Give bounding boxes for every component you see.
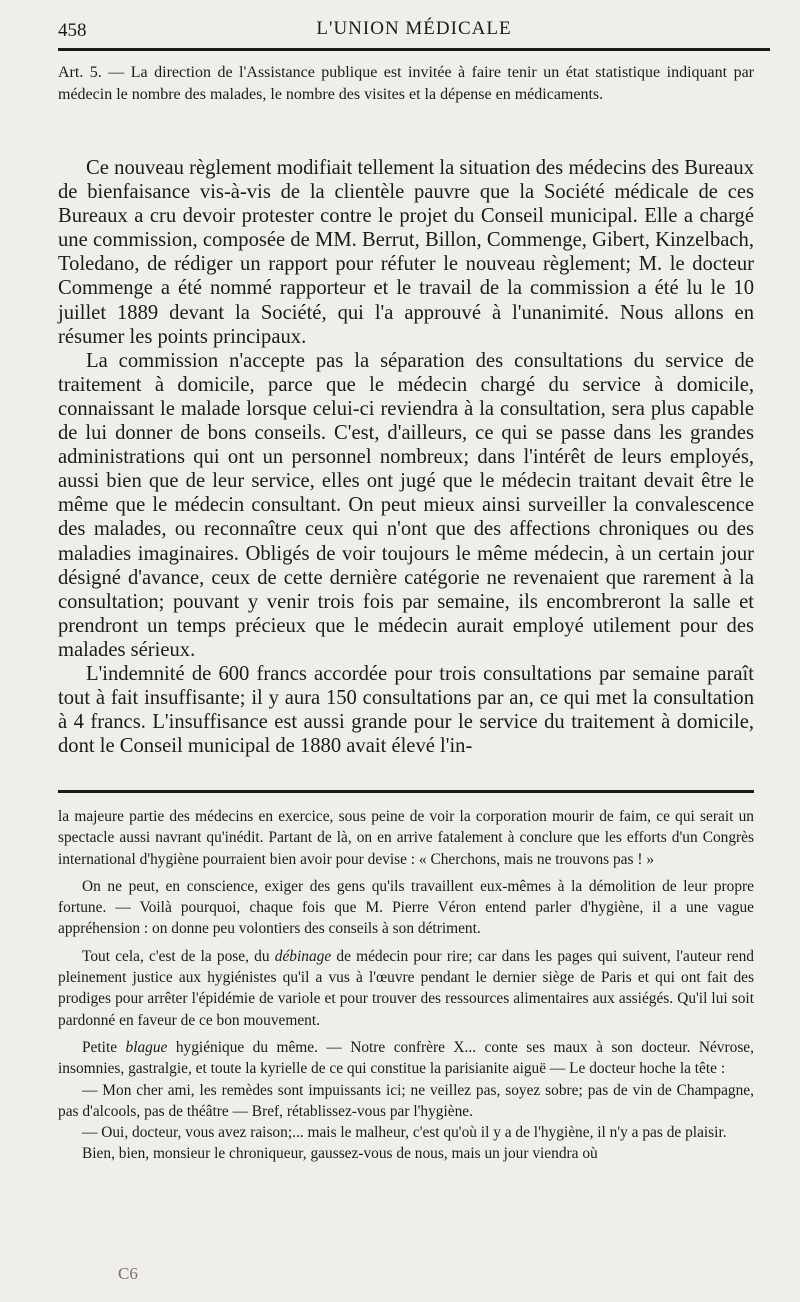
footnote-text: Petite bbox=[82, 1038, 126, 1056]
running-title: L'UNION MÉDICALE bbox=[316, 18, 512, 39]
footnote-divider bbox=[58, 790, 754, 793]
page-number: 458 bbox=[58, 20, 87, 41]
page-header bbox=[58, 16, 770, 51]
footnote-paragraph bbox=[58, 1037, 754, 1080]
signature-mark: C6 bbox=[118, 1264, 138, 1283]
footnote-text: Tout cela, c'est de la pose, du bbox=[82, 947, 275, 965]
main-text bbox=[58, 156, 754, 758]
footnote-text: de médecin pour rire; car dans les pages qui suivent, l'auteur rend pleinement justice aux hygiénistes qu'il a vus à l'œuvre pendant le dernier siège de Paris et qui ont fait des prodiges pour arrêter l'épidémie de variole et pour trouver des ressources alimentaires aux assiégés. Qu'il lui soit pardonné en faveur de ce bon mouvement. bbox=[58, 947, 754, 1029]
footnote-paragraph: Bien, bien, monsieur le chroniqueur, gaussez-vous de nous, mais un jour viendra où bbox=[82, 1145, 598, 1163]
body-paragraph: L'indemnité de 600 francs accordée pour trois consultations par semaine paraît tout à fait insuffisante; il y aura 150 consultations par an, ce qui met la consultation à 4 francs. L'insuffisance est aussi grande pour le service du traitement à domicile, dont le Conseil municipal de 1880 avait élevé l'in- bbox=[58, 662, 754, 758]
footnote-paragraph: la majeure partie des médecins en exercice, sous peine de voir la corporation mourir de faim, ce qui serait un spectacle aussi navrant qu'inédit. Partant de là, on en arrive fatalement à conclure que les efforts d'un Congrès international d'hygiène pourraient bien avoir pour devise : « Cherchons, mais ne trouvons pas ! » bbox=[58, 808, 754, 868]
footnote-emphasis: débinage bbox=[274, 947, 332, 965]
footnote-paragraph: — Mon cher ami, les remèdes sont impuissants ici; ne veillez pas, soyez sobre; pas de vin de Champagne, pas d'alcools, pas de théâtre — Bref, rétablissez-vous par l'hygiène. bbox=[58, 1081, 754, 1120]
footnote-paragraph: On ne peut, en conscience, exiger des gens qu'ils travaillent eux-mêmes à la démolition de leur propre fortune. — Voilà pourquoi, chaque fois que M. Pierre Véron entend parler d'hygiène, il a une vague appréhension : on donne peu volontiers des conseils à son détriment. bbox=[58, 877, 754, 938]
body-paragraph: Ce nouveau règlement modifiait tellement la situation des médecins des Bureaux de bienfaisance vis-à-vis de la clientèle pauvre que la Société médicale de ces Bureaux a cru devoir protester contre le projet du Conseil municipal. Elle a chargé une commission, composée de MM. Berrut, Billon, Commenge, Gibert, Kinzelbach, Toledano, de rédiger un rapport pour réfuter le nouveau règlement; M. le docteur Commenge a été nommé rapporteur et le travail de la commission a été lu le 10 juillet 1889 devant la Société, qui l'a approuvé à l'unanimité. Nous allons en résumer les points principaux. bbox=[58, 157, 754, 348]
footnote-paragraph bbox=[58, 946, 754, 1031]
footnote-emphasis: blague bbox=[125, 1038, 168, 1056]
footnote-paragraph: — Oui, docteur, vous avez raison;... mais le malheur, c'est qu'où il y a de l'hygiène, il n'y a pas de plaisir. bbox=[82, 1124, 727, 1142]
footnote bbox=[58, 806, 754, 1165]
body-paragraph: La commission n'accepte pas la séparation des consultations du service de traitement à domicile, parce que le médecin chargé du service à domicile, connaissant le malade lorsque celui-ci reviendra à la consultation, sera plus capable de lui donner de bons conseils. C'est, d'ailleurs, ce qui se passe dans les grandes administrations qui ont un personnel nombreux; dans l'intérêt de leurs employés, aussi bien que de leur service, elles ont jugé que le médecin traitant devait être le même que le médecin consultant. On peut mieux ainsi surveiller la convalescence des malades, ou reconnaître ceux qui n'ont que des affections chroniques ou des maladies imaginaires. Obligés de voir toujours le même médecin, à un certain jour désigné d'avance, ceux de cette dernière catégorie ne revenaient que rarement à la consultation; pouvant y venir trois fois par semaine, ils encombreront la salle et prendront un temps précieux que le médecin aurait employé utilement pour des malades sérieux. bbox=[58, 349, 754, 661]
footnote-text: hygiénique du même. — Notre confrère X... conte ses maux à son docteur. Névrose, insomnies, gastralgie, et toute la kyrielle de ce qui constitue la parisianite aiguë — Le docteur hoche la tête : bbox=[58, 1038, 754, 1078]
article-5: Art. 5. — La direction de l'Assistance publique est invitée à faire tenir un état statistique indiquant par médecin le nombre des malades, le nombre des visites et la dépense en médicaments. bbox=[58, 64, 754, 103]
